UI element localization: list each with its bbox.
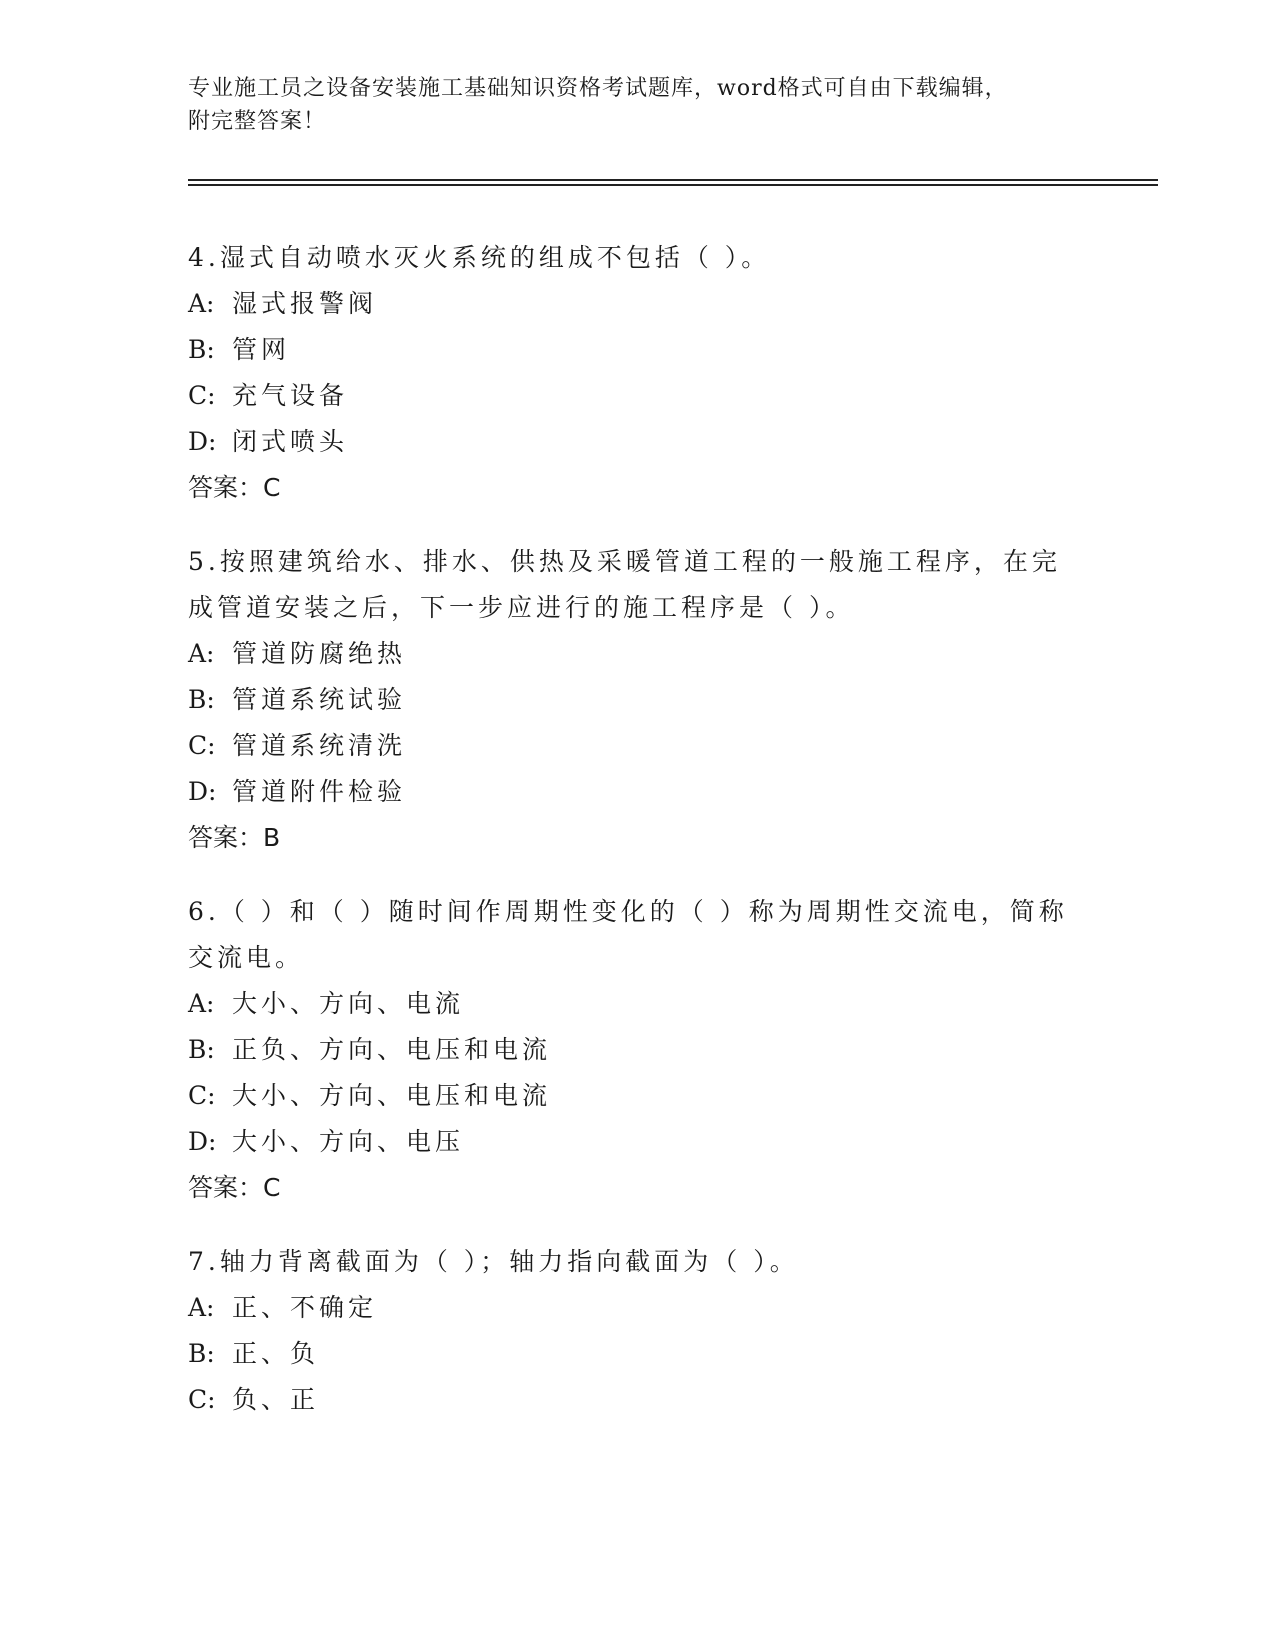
question-list [188,235,1088,1451]
option-key: B: [188,685,215,714]
option-key: C: [188,731,216,760]
option-text: 负、正 [232,1385,320,1414]
question-5 [188,539,1088,861]
option-key: C: [188,1081,216,1110]
option-text: 管道系统试验 [232,685,407,714]
option-d [188,419,1088,465]
option-c [188,373,1088,419]
option-key: D: [188,777,217,806]
option-text: 充气设备 [232,381,349,410]
option-text: 正、不确定 [232,1293,378,1322]
option-c [188,1377,1088,1423]
answer-line: 答案：C [188,1173,281,1202]
option-key: B: [188,1035,215,1064]
option-key: A: [188,289,215,318]
option-key: D: [188,427,217,456]
question-6 [188,889,1088,1211]
question-stem-line: 成管道安装之后，下一步应进行的施工程序是（ ）。 [188,593,855,622]
option-a [188,1285,1088,1331]
question-stem [188,1239,1088,1285]
option-key: C: [188,1385,216,1414]
question-stem-line: 4.湿式自动喷水灭火系统的组成不包括（ ）。 [188,243,771,272]
answer-line: 答案：B [188,823,281,852]
question-stem-line: 6.（ ）和（ ）随时间作周期性变化的（ ）称为周期性交流电，简称 [188,897,1068,926]
question-stem [188,235,1088,281]
option-text: 管道系统清洗 [232,731,407,760]
option-a [188,631,1088,677]
option-key: A: [188,639,215,668]
question-stem-line: 7.轴力背离截面为（ ）；轴力指向截面为（ ）。 [188,1247,799,1276]
option-text: 大小、方向、电压和电流 [232,1081,552,1110]
option-c [188,1073,1088,1119]
option-key: D: [188,1127,217,1156]
option-b [188,677,1088,723]
option-a [188,981,1088,1027]
option-b [188,327,1088,373]
option-text: 正、负 [232,1339,320,1368]
option-text: 管网 [232,335,291,364]
option-text: 湿式报警阀 [232,289,378,318]
option-b [188,1027,1088,1073]
header-divider-bottom [188,184,1158,186]
option-key: B: [188,335,215,364]
option-key: A: [188,1293,215,1322]
option-text: 闭式喷头 [232,427,349,456]
option-d [188,1119,1088,1165]
option-text: 管道防腐绝热 [232,639,407,668]
header-line-1: 专业施工员之设备安装施工基础知识资格考试题库，word格式可自由下载编辑， [188,76,1008,101]
question-stem [188,889,1088,981]
option-d [188,769,1088,815]
option-text: 大小、方向、电压 [232,1127,465,1156]
option-a [188,281,1088,327]
option-text: 管道附件检验 [232,777,407,806]
question-7 [188,1239,1088,1423]
option-key: B: [188,1339,215,1368]
question-stem-line: 5.按照建筑给水、排水、供热及采暖管道工程的一般施工程序，在完 [188,547,1061,576]
question-stem-line: 交流电。 [188,943,305,972]
option-text: 大小、方向、电流 [232,989,465,1018]
question-stem [188,539,1088,631]
option-key: A: [188,989,215,1018]
header-divider-top [188,179,1158,181]
option-c [188,723,1088,769]
header-line-2: 附完整答案！ [188,109,327,134]
answer-line: 答案：C [188,473,281,502]
document-header [188,72,1088,138]
option-b [188,1331,1088,1377]
question-4 [188,235,1088,511]
option-key: C: [188,381,216,410]
option-text: 正负、方向、电压和电流 [232,1035,552,1064]
